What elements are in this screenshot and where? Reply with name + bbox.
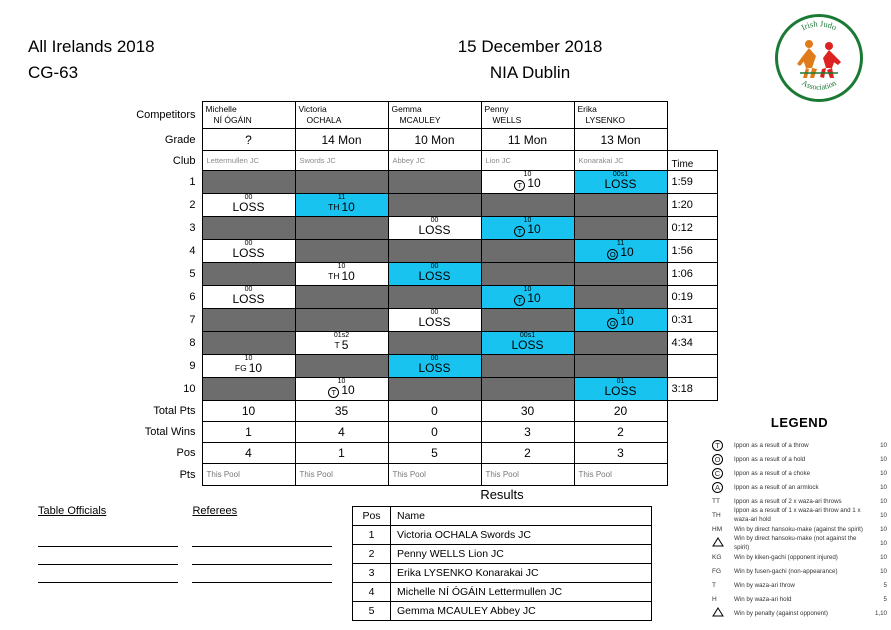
match-cell[interactable] xyxy=(295,309,388,332)
technique-t-icon: T xyxy=(514,226,525,237)
legend-item xyxy=(712,606,887,620)
match-cell[interactable] xyxy=(202,286,295,309)
total-wins-value: 2 xyxy=(574,422,667,443)
event-category: CG-63 xyxy=(28,63,79,82)
match-cell[interactable] xyxy=(574,332,667,355)
score-code: 00 xyxy=(430,355,439,362)
legend-abbr: T xyxy=(712,581,716,589)
score-code: 11 xyxy=(337,194,346,201)
pos-value: 2 xyxy=(481,443,574,464)
svg-text:Association: Association xyxy=(800,78,838,92)
match-cell[interactable] xyxy=(388,263,481,286)
match-cell[interactable] xyxy=(202,309,295,332)
match-score: LOSS xyxy=(418,361,451,375)
legend-text: Ippon as a result of an armlock xyxy=(734,483,819,491)
match-score: T 10 xyxy=(482,291,574,306)
total-pts-value: 10 xyxy=(202,401,295,422)
table-row xyxy=(130,263,717,286)
legend-item xyxy=(712,452,887,466)
table-row xyxy=(130,240,717,263)
legend-text: Win by direct hansoku-make (against the spirit) xyxy=(734,525,863,533)
competitor-lastname: OCHALA xyxy=(306,115,342,125)
match-time: 1:59 xyxy=(667,171,717,194)
legend-text: Ippon as a result of a throw xyxy=(734,441,809,449)
results-col-pos: Pos xyxy=(353,507,391,526)
competitor-club: Abbey JC xyxy=(388,151,481,171)
match-score: LOSS xyxy=(418,269,451,283)
svg-text:Irish Judo: Irish Judo xyxy=(799,19,839,33)
match-score: LOSS xyxy=(511,338,544,352)
match-cell[interactable] xyxy=(388,309,481,332)
match-cell[interactable] xyxy=(295,286,388,309)
competitor-club: Konarakai JC xyxy=(574,151,667,171)
competitor-firstname: Erika xyxy=(577,104,597,114)
match-time xyxy=(667,355,717,378)
legend-t-icon: T xyxy=(712,440,723,451)
match-number: 3 xyxy=(189,222,196,234)
technique-abbr: TH xyxy=(328,202,340,212)
match-number: 8 xyxy=(189,337,196,349)
match-cell[interactable] xyxy=(295,263,388,286)
legend-panel xyxy=(712,415,887,620)
pool-results-grid xyxy=(130,101,718,486)
match-score: LOSS xyxy=(232,292,265,306)
score-code: 01 xyxy=(616,378,625,385)
match-cell[interactable] xyxy=(574,355,667,378)
match-time: 0:31 xyxy=(667,309,717,332)
match-score: T 5 xyxy=(334,338,349,352)
legend-text: Win by direct hansoku-make (not against the spirit) xyxy=(734,535,857,551)
match-cell[interactable] xyxy=(574,171,667,194)
results-title: Results xyxy=(480,487,524,502)
total-pts-value: 30 xyxy=(481,401,574,422)
event-title: All Irelands 2018 xyxy=(28,37,155,56)
competitor-grade: 10 Mon xyxy=(388,129,481,151)
technique-abbr: TH xyxy=(328,271,340,281)
competitor-cell xyxy=(388,102,481,129)
match-cell[interactable] xyxy=(202,240,295,263)
results-table xyxy=(352,506,652,621)
legend-value: 1,10 xyxy=(874,609,887,617)
match-cell[interactable] xyxy=(388,286,481,309)
event-venue: NIA Dublin xyxy=(489,63,571,82)
competitor-lastname: NÍ ÓGÁIN xyxy=(213,115,252,125)
match-cell[interactable] xyxy=(295,355,388,378)
match-time: 0:19 xyxy=(667,286,717,309)
competitor-lastname: MCAULEY xyxy=(399,115,441,125)
match-time: 1:56 xyxy=(667,240,717,263)
competitor-cell xyxy=(202,102,295,129)
total-pts-value: 35 xyxy=(295,401,388,422)
match-time: 4:34 xyxy=(667,332,717,355)
result-name: Victoria OCHALA Swords JC xyxy=(391,526,652,545)
result-pos: 4 xyxy=(353,583,391,602)
event-datevenue xyxy=(380,34,680,86)
legend-c-icon: C xyxy=(712,468,723,479)
table-officials-line-1[interactable] xyxy=(38,529,178,547)
score-code: 10 xyxy=(616,309,625,316)
table-officials-title: Table Officials xyxy=(38,505,107,517)
legend-text: Ippon as a result of 2 x waza-ari throws xyxy=(734,497,842,505)
referees-title: Referees xyxy=(192,505,238,517)
match-cell[interactable] xyxy=(481,171,574,194)
match-cell[interactable] xyxy=(574,286,667,309)
table-row xyxy=(130,378,717,401)
legend-abbr: TT xyxy=(712,497,720,505)
match-score: TH 10 xyxy=(328,269,355,283)
results-section xyxy=(352,487,652,621)
technique-t-icon: T xyxy=(328,387,339,398)
pts-pool-value: This Pool xyxy=(202,464,295,486)
total-wins-value: 1 xyxy=(202,422,295,443)
match-score: O 10 xyxy=(575,314,667,329)
competitor-firstname: Michelle xyxy=(205,104,237,114)
match-score: LOSS xyxy=(232,246,265,260)
match-number: 10 xyxy=(183,383,196,395)
pts-pool-value: This Pool xyxy=(295,464,388,486)
match-cell[interactable] xyxy=(481,240,574,263)
time-column-header: Time xyxy=(667,151,717,171)
match-cell[interactable] xyxy=(574,240,667,263)
match-score: T 10 xyxy=(296,383,388,398)
legend-item xyxy=(712,466,887,480)
match-cell[interactable] xyxy=(574,309,667,332)
logo-judoka-figures xyxy=(796,37,842,79)
legend-text: Win by waza-ari throw xyxy=(734,581,795,589)
competitor-cell xyxy=(481,102,574,129)
pts-pool-value: This Pool xyxy=(388,464,481,486)
pts-pool-value: This Pool xyxy=(574,464,667,486)
score-code: 00 xyxy=(430,217,439,224)
legend-item xyxy=(712,550,887,564)
legend-o-icon: O xyxy=(712,454,723,465)
score-code: 00 xyxy=(244,194,253,201)
match-cell[interactable] xyxy=(202,332,295,355)
legend-value: 10 xyxy=(880,441,887,449)
score-code: 00s1 xyxy=(519,332,536,339)
table-row xyxy=(130,332,717,355)
result-pos: 1 xyxy=(353,526,391,545)
match-score: T 10 xyxy=(482,222,574,237)
score-code: 00 xyxy=(244,240,253,247)
total-wins-value: 4 xyxy=(295,422,388,443)
technique-abbr: T xyxy=(334,340,340,350)
legend-value: 10 xyxy=(880,539,887,547)
legend-item xyxy=(712,480,887,494)
pool-table xyxy=(130,101,718,486)
legend-triangle-icon xyxy=(712,537,724,547)
match-cell[interactable] xyxy=(481,194,574,217)
legend-value: 10 xyxy=(880,553,887,561)
match-cell[interactable] xyxy=(202,194,295,217)
legend-text: Ippon as a result of a choke xyxy=(734,469,811,477)
legend-value: 10 xyxy=(880,567,887,575)
table-row xyxy=(130,309,717,332)
results-row xyxy=(353,526,652,545)
competitor-club: Swords JC xyxy=(295,151,388,171)
referees-line-3[interactable] xyxy=(192,565,332,583)
match-cell[interactable] xyxy=(481,263,574,286)
legend-text: Win by penalty (against opponent) xyxy=(734,609,828,617)
match-cell[interactable] xyxy=(295,378,388,401)
score-code: 11 xyxy=(616,240,625,247)
legend-abbr: TH xyxy=(712,511,721,519)
competitor-grade: 13 Mon xyxy=(574,129,667,151)
competitor-firstname: Gemma xyxy=(391,104,422,114)
match-time: 0:12 xyxy=(667,217,717,240)
match-time: 1:06 xyxy=(667,263,717,286)
match-cell[interactable] xyxy=(295,194,388,217)
match-cell[interactable] xyxy=(202,217,295,240)
match-cell[interactable] xyxy=(481,309,574,332)
match-cell[interactable] xyxy=(295,217,388,240)
technique-o-icon: O xyxy=(607,318,618,329)
legend-value: 10 xyxy=(880,497,887,505)
score-code: 00 xyxy=(430,263,439,270)
match-cell[interactable] xyxy=(574,217,667,240)
referees-line-1[interactable] xyxy=(192,529,332,547)
match-cell[interactable] xyxy=(574,378,667,401)
row-label-total-pts: Total Pts xyxy=(153,405,196,417)
row-label-club: Club xyxy=(172,154,196,167)
technique-abbr: FG xyxy=(234,363,247,373)
match-cell[interactable] xyxy=(388,217,481,240)
result-name: Gemma MCAULEY Abbey JC xyxy=(391,602,652,621)
legend-rows xyxy=(712,438,887,620)
legend-abbr: HM xyxy=(712,525,723,533)
table-officials-line-2[interactable] xyxy=(38,547,178,565)
legend-item xyxy=(712,564,887,578)
legend-text: Ippon as a result of 1 x waza-ari throw and 1 x waza-ari hold xyxy=(734,507,861,523)
match-score: LOSS xyxy=(604,384,637,398)
legend-value: 5 xyxy=(883,595,887,603)
match-cell[interactable] xyxy=(202,378,295,401)
score-code: 10 xyxy=(337,378,346,385)
match-number: 4 xyxy=(189,245,196,257)
result-pos: 3 xyxy=(353,564,391,583)
score-code: 00 xyxy=(244,286,253,293)
legend-item xyxy=(712,508,887,522)
legend-value: 10 xyxy=(880,511,887,519)
match-cell[interactable] xyxy=(388,240,481,263)
event-date: 15 December 2018 xyxy=(457,37,603,56)
match-score: TH 10 xyxy=(328,200,355,214)
result-name: Penny WELLS Lion JC xyxy=(391,545,652,564)
match-cell[interactable] xyxy=(295,240,388,263)
irish-judo-association-logo xyxy=(775,14,871,104)
referees-line-2[interactable] xyxy=(192,547,332,565)
total-pts-value: 0 xyxy=(388,401,481,422)
legend-title: LEGEND xyxy=(770,415,829,430)
match-time: 1:20 xyxy=(667,194,717,217)
total-pts-value: 20 xyxy=(574,401,667,422)
total-wins-value: 3 xyxy=(481,422,574,443)
competitor-club: Lion JC xyxy=(481,151,574,171)
legend-abbr: FG xyxy=(712,567,722,575)
legend-text: Win by fusen-gachi (non-appearance) xyxy=(734,567,838,575)
table-officials-block xyxy=(38,505,188,583)
match-score: LOSS xyxy=(418,223,451,237)
competitor-lastname: WELLS xyxy=(492,115,522,125)
legend-text: Ippon as a result of a hold xyxy=(734,455,806,463)
match-cell[interactable] xyxy=(388,332,481,355)
table-row xyxy=(130,286,717,309)
competitor-club: Lettermullen JC xyxy=(202,151,295,171)
match-cell[interactable] xyxy=(202,263,295,286)
legend-value: 10 xyxy=(880,469,887,477)
match-number: 9 xyxy=(189,360,196,372)
table-row xyxy=(130,194,717,217)
results-col-name: Name xyxy=(391,507,652,526)
legend-a-icon: A xyxy=(712,482,723,493)
row-label-pts-pool: Pts xyxy=(179,468,196,481)
score-code: 10 xyxy=(523,286,532,293)
match-number: 5 xyxy=(189,268,196,280)
competitor-cell xyxy=(295,102,388,129)
competitor-grade: 14 Mon xyxy=(295,129,388,151)
match-cell[interactable] xyxy=(388,378,481,401)
technique-t-icon: T xyxy=(514,180,525,191)
match-number: 6 xyxy=(189,291,196,303)
match-cell[interactable] xyxy=(295,171,388,194)
legend-value: 10 xyxy=(880,455,887,463)
match-score: LOSS xyxy=(604,177,637,191)
match-cell[interactable] xyxy=(481,217,574,240)
competitor-grade: ? xyxy=(202,129,295,151)
results-row xyxy=(353,545,652,564)
match-cell[interactable] xyxy=(481,355,574,378)
score-code: 10 xyxy=(523,171,532,178)
match-score: T 10 xyxy=(482,176,574,191)
pos-value: 5 xyxy=(388,443,481,464)
legend-item xyxy=(712,438,887,452)
event-header xyxy=(28,34,288,86)
competitor-grade: 11 Mon xyxy=(481,129,574,151)
pts-pool-value: This Pool xyxy=(481,464,574,486)
match-cell[interactable] xyxy=(202,171,295,194)
officials-section xyxy=(38,505,348,583)
legend-abbr: H xyxy=(712,595,717,603)
result-name: Michelle NÍ ÓGÁIN Lettermullen JC xyxy=(391,583,652,602)
match-number: 2 xyxy=(189,199,196,211)
legend-value: 10 xyxy=(880,483,887,491)
results-row xyxy=(353,583,652,602)
legend-value: 10 xyxy=(880,525,887,533)
legend-item xyxy=(712,578,887,592)
table-row xyxy=(130,355,717,378)
row-label-total-wins: Total Wins xyxy=(144,426,196,438)
match-score: LOSS xyxy=(232,200,265,214)
row-label-pos: Pos xyxy=(176,447,196,459)
match-cell[interactable] xyxy=(388,355,481,378)
result-name: Erika LYSENKO Konarakai JC xyxy=(391,564,652,583)
results-header-row xyxy=(353,507,652,526)
legend-value: 5 xyxy=(883,581,887,589)
row-label-grade: Grade xyxy=(164,133,196,146)
results-row xyxy=(353,602,652,621)
legend-text: Win by waza-ari hold xyxy=(734,595,792,603)
match-score: LOSS xyxy=(418,315,451,329)
score-code: 10 xyxy=(337,263,346,270)
technique-t-icon: T xyxy=(514,295,525,306)
match-cell[interactable] xyxy=(388,171,481,194)
legend-item xyxy=(712,592,887,606)
match-number: 7 xyxy=(189,314,196,326)
competitor-lastname: LYSENKO xyxy=(585,115,626,125)
score-code: 00s1 xyxy=(612,171,629,178)
match-cell[interactable] xyxy=(295,332,388,355)
score-code: 10 xyxy=(244,355,253,362)
match-cell[interactable] xyxy=(481,378,574,401)
score-code: 00 xyxy=(430,309,439,316)
table-officials-line-3[interactable] xyxy=(38,565,178,583)
pos-value: 4 xyxy=(202,443,295,464)
score-code: 01s2 xyxy=(333,332,350,339)
result-pos: 2 xyxy=(353,545,391,564)
result-pos: 5 xyxy=(353,602,391,621)
match-cell[interactable] xyxy=(574,263,667,286)
match-time: 3:18 xyxy=(667,378,717,401)
match-cell[interactable] xyxy=(481,332,574,355)
competitor-cell xyxy=(574,102,667,129)
match-cell[interactable] xyxy=(481,286,574,309)
match-cell[interactable] xyxy=(388,194,481,217)
table-row xyxy=(130,217,717,240)
legend-abbr: KG xyxy=(712,553,722,561)
table-row xyxy=(130,171,717,194)
results-row xyxy=(353,564,652,583)
referees-block xyxy=(192,505,342,583)
technique-o-icon: O xyxy=(607,249,618,260)
pos-value: 3 xyxy=(574,443,667,464)
competitor-firstname: Victoria xyxy=(298,104,327,114)
legend-triangle-icon xyxy=(712,607,724,617)
pos-value: 1 xyxy=(295,443,388,464)
total-wins-value: 0 xyxy=(388,422,481,443)
legend-text: Win by kiken-gachi (opponent injured) xyxy=(734,553,838,561)
match-score: FG 10 xyxy=(234,361,263,375)
score-code: 10 xyxy=(523,217,532,224)
match-cell[interactable] xyxy=(574,194,667,217)
match-cell[interactable] xyxy=(202,355,295,378)
row-label-competitors: Competitors xyxy=(136,109,196,121)
match-score: O 10 xyxy=(575,245,667,260)
legend-item xyxy=(712,536,887,550)
match-number: 1 xyxy=(189,176,196,188)
competitor-firstname: Penny xyxy=(484,104,509,114)
